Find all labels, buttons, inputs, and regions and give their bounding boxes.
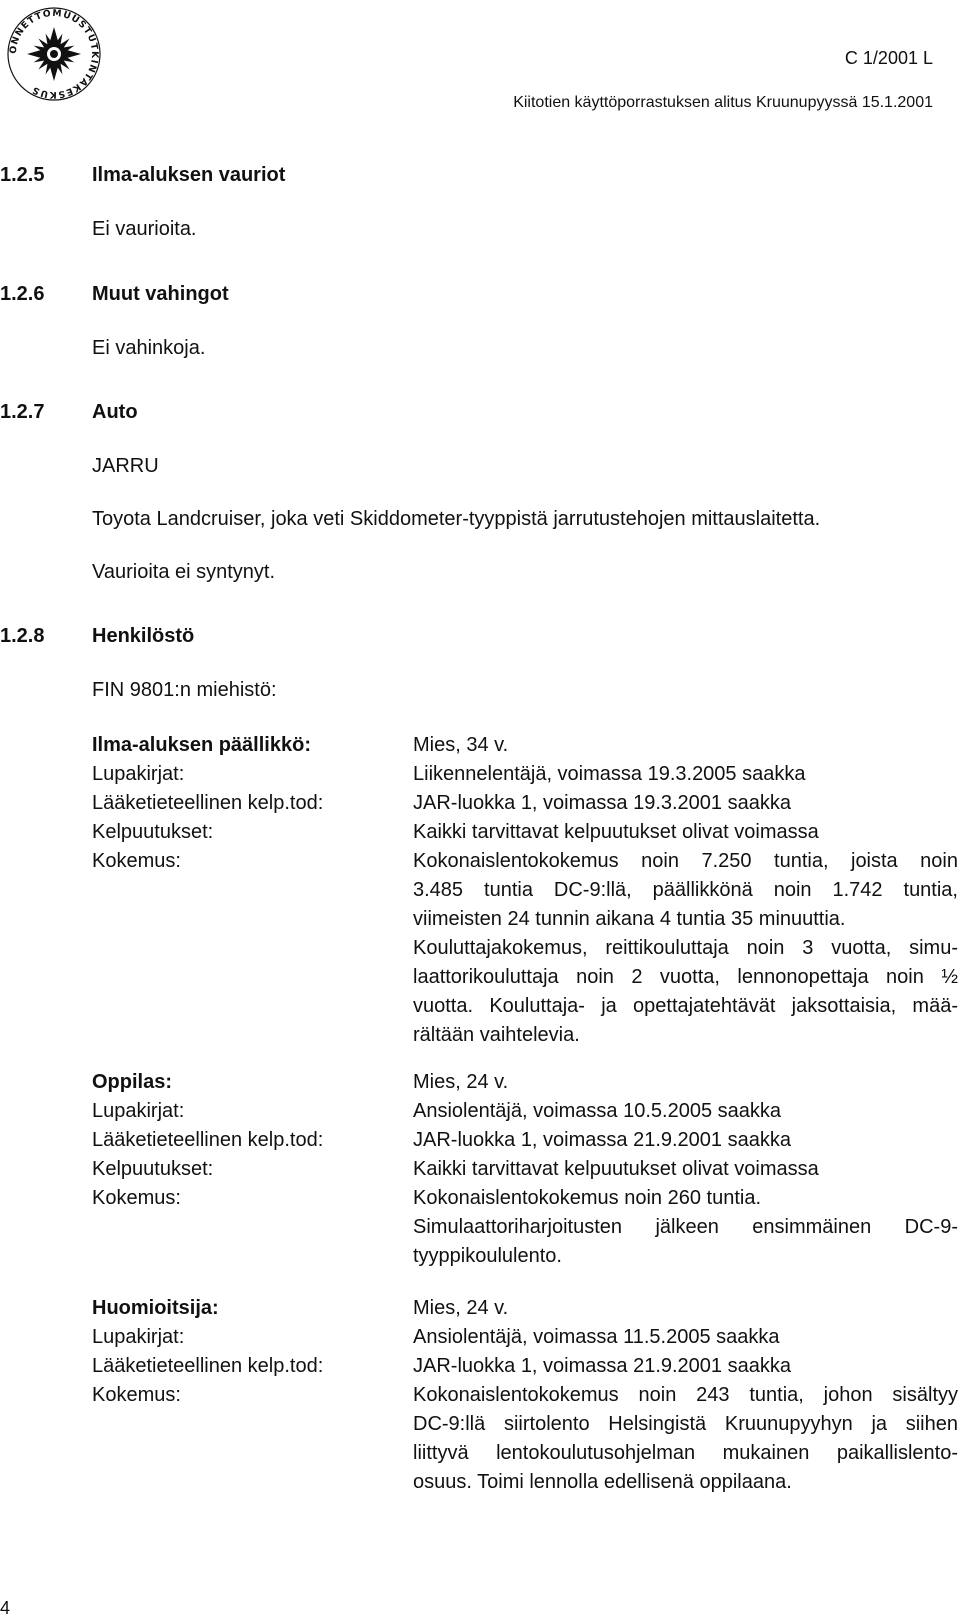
section-number-1-2-6: 1.2.6 — [0, 283, 45, 305]
observer-line: Kokonaislentokokemus noin 243 tuntia, johon sisältyy — [413, 1384, 958, 1406]
observer-line: Ansiolentäjä, voimassa 11.5.2005 saakka — [413, 1326, 780, 1348]
captain-line: rältään vaihtelevia. — [413, 1024, 580, 1046]
section-number-1-2-8: 1.2.8 — [0, 625, 45, 647]
captain-line: Mies, 34 v. — [413, 734, 509, 756]
svg-text:ONNETTOMUUSTUTKINTAKESKUS: ONNETTOMUUSTUTKINTAKESKUS — [7, 7, 101, 101]
observer-experience-label: Kokemus: — [92, 1384, 181, 1406]
student-labels — [92, 1068, 323, 1213]
vehicle-callsign: JARRU — [92, 455, 159, 477]
report-code: C 1/2001 L — [844, 48, 933, 68]
observer-medical-label: Lääketieteellinen kelp.tod: — [92, 1355, 324, 1377]
student-licence-label: Lupakirjat: — [92, 1100, 185, 1122]
observer-details — [413, 1294, 958, 1497]
captain-line: Kokonaislentokokemus noin 7.250 tuntia, joista noin — [413, 850, 958, 872]
student-line: Ansiolentäjä, voimassa 10.5.2005 saakka — [413, 1100, 782, 1122]
observer-line: JAR-luokka 1, voimassa 21.9.2001 saakka — [413, 1355, 791, 1377]
captain-role-label: Ilma-aluksen päällikkö: — [92, 734, 311, 756]
captain-ratings-label: Kelpuutukset: — [92, 821, 214, 843]
captain-licence-label: Lupakirjat: — [92, 763, 185, 785]
student-ratings-label: Kelpuutukset: — [92, 1158, 214, 1180]
vehicle-description: Toyota Landcruiser, joka veti Skiddometer-tyyppistä jarrutustehojen mittauslaitetta. — [92, 508, 821, 530]
observer-labels — [92, 1294, 323, 1410]
captain-labels — [92, 731, 323, 876]
logo-seal-icon — [6, 6, 102, 102]
vehicle-damage-text: Vaurioita ei syntynyt. — [92, 561, 276, 583]
captain-line: 3.485 tuntia DC-9:llä, päällikkönä noin 1.742 tuntia, — [413, 879, 958, 901]
student-details — [413, 1068, 958, 1271]
captain-line: JAR-luokka 1, voimassa 19.3.2001 saakka — [413, 792, 791, 814]
student-line: Simulaattoriharjoitusten jälkeen ensimmäinen DC-9- — [413, 1216, 958, 1238]
captain-line: vuotta. Kouluttaja- ja opettajatehtävät jaksottaisia, mää- — [413, 995, 958, 1017]
section-number-1-2-7: 1.2.7 — [0, 401, 45, 423]
observer-line: DC-9:llä siirtolento Helsingistä Kruunupyyhyn ja siihen — [413, 1413, 958, 1435]
aircraft-damage-text: Ei vaurioita. — [92, 218, 197, 240]
student-line: Mies, 24 v. — [413, 1071, 509, 1093]
captain-line: laattorikouluttaja noin 2 vuotta, lennonopettaja noin ½ — [413, 966, 958, 988]
section-heading-vehicle: Auto — [92, 401, 138, 423]
section-heading-personnel: Henkilöstö — [92, 625, 195, 647]
observer-line: osuus. Toimi lennolla edellisenä oppilaana. — [413, 1471, 792, 1493]
student-line: Kaikki tarvittavat kelpuutukset olivat voimassa — [413, 1158, 819, 1180]
student-line: JAR-luokka 1, voimassa 21.9.2001 saakka — [413, 1129, 791, 1151]
page-number: 4 — [0, 1598, 11, 1618]
student-line: Kokonaislentokokemus noin 260 tuntia. — [413, 1187, 762, 1209]
student-role-label: Oppilas: — [92, 1071, 173, 1093]
student-line: tyyppikoululento. — [413, 1245, 562, 1267]
observer-role-label: Huomioitsija: — [92, 1297, 219, 1319]
crew-intro: FIN 9801:n miehistö: — [92, 679, 277, 701]
section-number-1-2-5: 1.2.5 — [0, 164, 45, 186]
observer-licence-label: Lupakirjat: — [92, 1326, 185, 1348]
student-medical-label: Lääketieteellinen kelp.tod: — [92, 1129, 324, 1151]
captain-details — [413, 731, 958, 1050]
organization-logo — [6, 6, 102, 102]
captain-line: Kouluttajakokemus, reittikouluttaja noin 3 vuotta, simu- — [413, 937, 958, 959]
captain-experience-label: Kokemus: — [92, 850, 181, 872]
captain-line: Liikennelentäjä, voimassa 19.3.2005 saakka — [413, 763, 806, 785]
captain-line: viimeisten 24 tunnin aikana 4 tuntia 35 minuuttia. — [413, 908, 846, 930]
captain-line: Kaikki tarvittavat kelpuutukset olivat voimassa — [413, 821, 819, 843]
section-heading-other-damage: Muut vahingot — [92, 283, 229, 305]
observer-line: Mies, 24 v. — [413, 1297, 509, 1319]
observer-line: liittyvä lentokoulutusohjelman mukainen paikallislento- — [413, 1442, 958, 1464]
report-title: Kiitotien käyttöporrastuksen alitus Kruunupyyssä 15.1.2001 — [513, 94, 933, 111]
other-damage-text: Ei vahinkoja. — [92, 337, 206, 359]
section-heading-aircraft-damage: Ilma-aluksen vauriot — [92, 164, 286, 186]
captain-medical-label: Lääketieteellinen kelp.tod: — [92, 792, 324, 814]
student-experience-label: Kokemus: — [92, 1187, 181, 1209]
